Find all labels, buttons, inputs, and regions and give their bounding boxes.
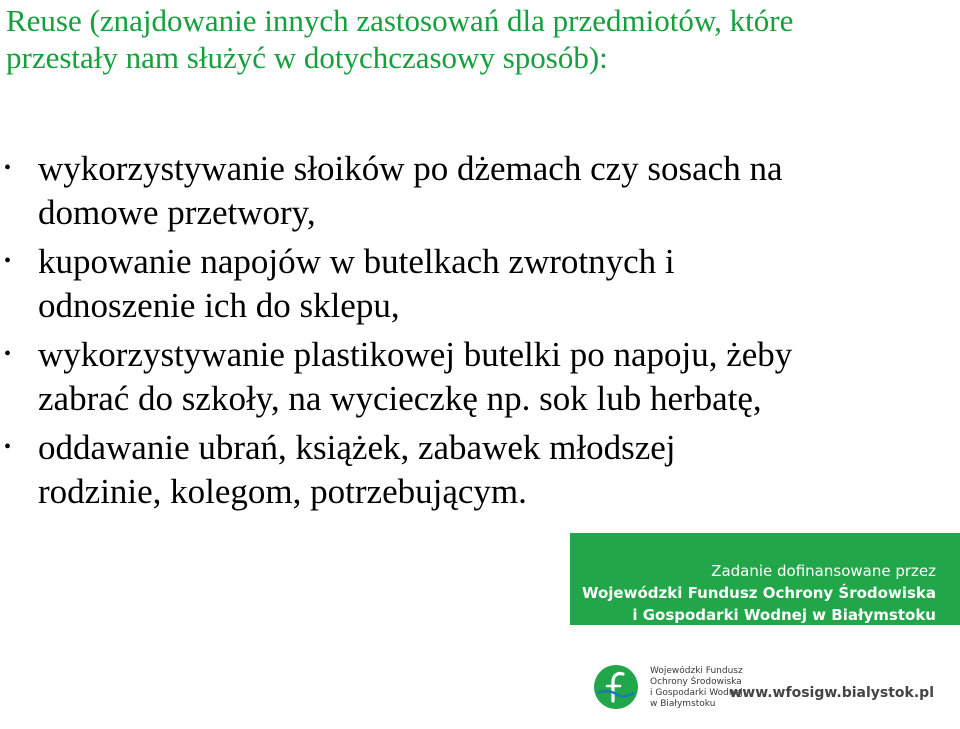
list-item bbox=[0, 240, 940, 328]
wfosigw-f-logo-icon bbox=[592, 663, 640, 711]
sponsor-banner bbox=[570, 533, 960, 729]
slide-title bbox=[6, 2, 946, 76]
list-item bbox=[0, 333, 940, 421]
list-item-text-line-2: rodzinie, kolegom, potrzebującym. bbox=[38, 472, 527, 511]
bullet-icon: • bbox=[4, 157, 12, 179]
logo-text-line: i Gospodarki Wodnej bbox=[650, 688, 743, 698]
list-item bbox=[0, 147, 940, 235]
bullet-list bbox=[0, 147, 940, 519]
bullet-icon: • bbox=[4, 436, 12, 458]
list-item-text-line-2: odnoszenie ich do sklepu, bbox=[38, 286, 400, 325]
list-item-text-line-1: wykorzystywanie słoików po dżemach czy sosach na bbox=[38, 149, 783, 188]
list-item-text-line-2: domowe przetwory, bbox=[38, 193, 316, 232]
sponsor-banner-header bbox=[570, 533, 960, 625]
sponsor-line-3: i Gospodarki Wodnej w Białymstoku bbox=[632, 606, 936, 624]
logo-text-line: Ochrony Środowiska bbox=[650, 677, 742, 687]
slide-title-line-2: przestały nam służyć w dotychczasowy sposób): bbox=[6, 40, 608, 75]
list-item-text-line-1: kupowanie napojów w butelkach zwrotnych i bbox=[38, 242, 675, 281]
logo-text-line: w Białymstoku bbox=[650, 699, 716, 709]
logo-text-line: Wojewódzki Fundusz bbox=[650, 666, 743, 676]
list-item bbox=[0, 426, 940, 514]
bullet-icon: • bbox=[4, 343, 12, 365]
list-item-text-line-1: oddawanie ubrań, książek, zabawek młodszej bbox=[38, 428, 676, 467]
slide-title-line-1: Reuse (znajdowanie innych zastosowań dla przedmiotów, które bbox=[6, 3, 794, 38]
list-item-text-line-2: zabrać do szkoły, na wycieczkę np. sok lub herbatę, bbox=[38, 379, 762, 418]
sponsor-line-1: Zadanie dofinansowane przez bbox=[711, 562, 936, 580]
website-address: www.wfosigw.bialystok.pl bbox=[729, 685, 934, 701]
list-item-text-line-1: wykorzystywanie plastikowej butelki po napoju, żeby bbox=[38, 335, 793, 374]
sponsor-line-2: Wojewódzki Fundusz Ochrony Środowiska bbox=[581, 584, 936, 602]
bullet-icon: • bbox=[4, 250, 12, 272]
